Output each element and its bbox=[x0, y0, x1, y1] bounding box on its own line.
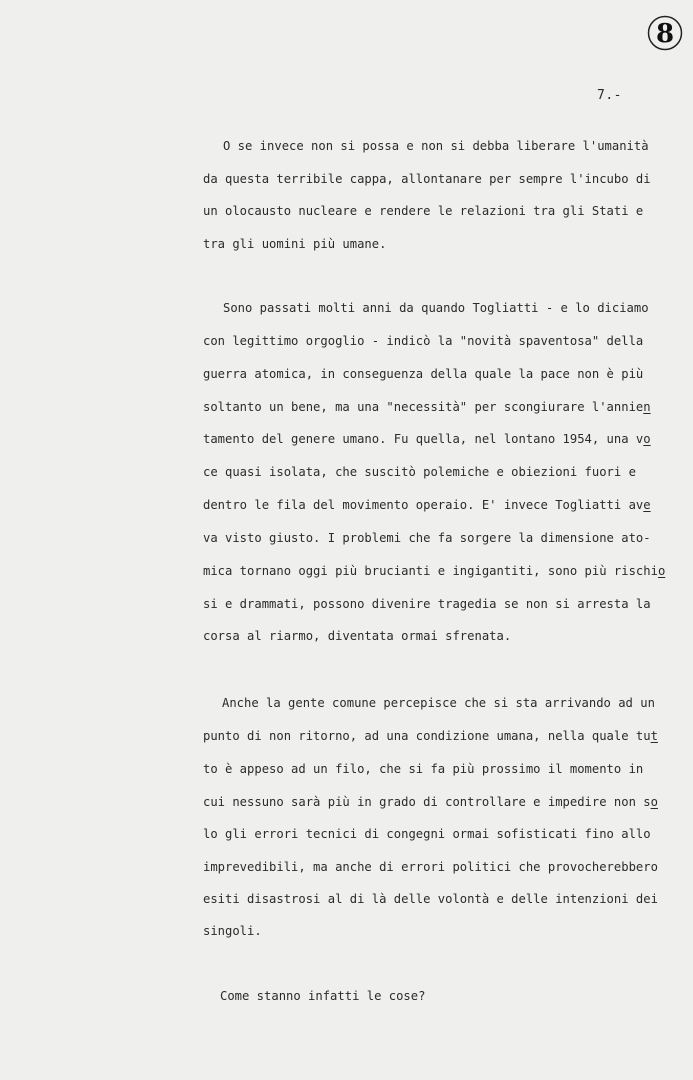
text-segment: cui nessuno sarà più in grado di controllare e impedire non s bbox=[203, 795, 651, 809]
text-line: tra gli uomini più umane. bbox=[203, 237, 387, 251]
text-line: Anche la gente comune percepisce che si sta arrivando ad un bbox=[222, 696, 655, 710]
text-line: lo gli errori tecnici di congegni ormai sofisticati fino allo bbox=[203, 827, 651, 841]
text-line bbox=[203, 497, 651, 513]
text-line: Sono passati molti anni da quando Togliatti - e lo diciamo bbox=[223, 301, 649, 315]
underlined-letter: t bbox=[650, 729, 658, 743]
text-segment: punto di non ritorno, ad una condizione umana, nella quale tu bbox=[203, 729, 651, 743]
text-line: Come stanno infatti le cose? bbox=[220, 989, 426, 1003]
text-segment: tamento del genere umano. Fu quella, nel lontano 1954, una v bbox=[203, 432, 644, 446]
text-line bbox=[203, 399, 651, 415]
underlined-letter: o bbox=[650, 795, 658, 809]
underlined-letter: e bbox=[643, 498, 651, 512]
text-line: con legittimo orgoglio - indicò la "novità spaventosa" della bbox=[203, 334, 644, 348]
text-segment: soltanto un bene, ma una "necessità" per scongiurare l'annie bbox=[203, 400, 644, 414]
text-line: ce quasi isolata, che suscitò polemiche e obiezioni fuori e bbox=[203, 465, 636, 479]
text-line: guerra atomica, in conseguenza della quale la pace non è più bbox=[203, 367, 644, 381]
text-segment: dentro le fila del movimento operaio. E' invece Togliatti av bbox=[203, 498, 644, 512]
text-line: to è appeso ad un filo, che si fa più prossimo il momento in bbox=[203, 762, 644, 776]
underlined-letter: o bbox=[657, 564, 666, 578]
underlined-letter: o bbox=[643, 432, 651, 446]
page-number: 7.- bbox=[597, 88, 622, 103]
stamp-number-text: 8 bbox=[655, 19, 675, 49]
text-line bbox=[203, 563, 665, 579]
page-stamp-number bbox=[646, 14, 684, 52]
text-line: un olocausto nucleare e rendere le relazioni tra gli Stati e bbox=[203, 204, 644, 218]
text-line: si e drammati, possono divenire tragedia se non si arresta la bbox=[203, 597, 651, 611]
text-line: singoli. bbox=[203, 924, 262, 938]
text-line bbox=[203, 794, 658, 810]
text-line: va visto giusto. I problemi che fa sorgere la dimensione ato- bbox=[203, 531, 651, 545]
text-line: da questa terribile cappa, allontanare per sempre l'incubo di bbox=[203, 172, 651, 186]
underlined-letter: n bbox=[643, 400, 651, 414]
text-line bbox=[203, 431, 651, 447]
text-line: O se invece non si possa e non si debba liberare l'umanità bbox=[223, 139, 649, 153]
text-line: corsa al riarmo, diventata ormai sfrenata. bbox=[203, 629, 512, 643]
text-segment: mica tornano oggi più brucianti e ingigantiti, sono più rischi bbox=[203, 564, 658, 578]
text-line bbox=[203, 728, 658, 744]
text-line: esiti disastrosi al di là delle volontà e delle intenzioni dei bbox=[203, 892, 658, 906]
text-line: imprevedibili, ma anche di errori politici che provocherebbero bbox=[203, 860, 658, 874]
